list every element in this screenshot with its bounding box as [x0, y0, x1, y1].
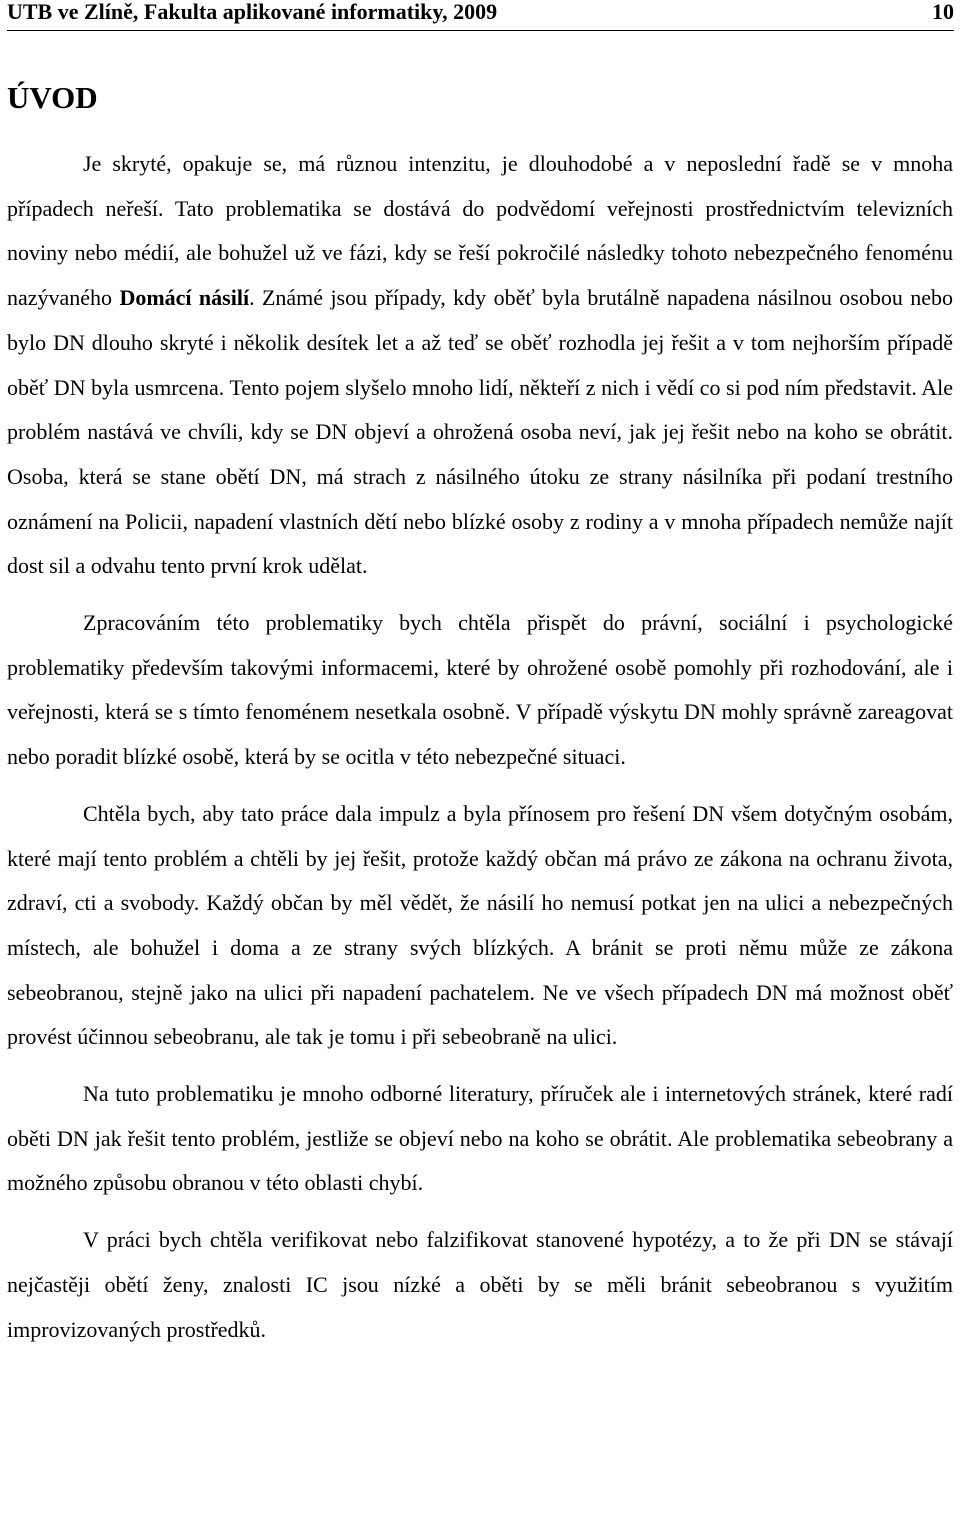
- key-term: Domácí násilí: [119, 285, 250, 311]
- page-number: 10: [932, 0, 954, 24]
- header-title: UTB ve Zlíně, Fakulta aplikované informatiky, 2009: [7, 0, 498, 24]
- body-text: [7, 142, 953, 1352]
- paragraph-1-text-before-term: Je skryté, opakuje se, má různou intenzitu, je dlouhodobé a v neposlední řadě se v mnoha případech neřeší. Tato problematika se dostává do podvědomí veřejnosti prostřednictvím televizních noviny nebo médií, ale bohužel už ve fázi, kdy se řeší pokročilé následky tohoto nebezpečného fenoménu nazývaného: [7, 151, 953, 311]
- chapter-title: ÚVOD: [7, 80, 98, 115]
- paragraph-4: Na tuto problematiku je mnoho odborné literatury, příruček ale i internetových stránek, které radí oběti DN jak řešit tento problém, jestliže se objeví nebo na koho se obrátit. Ale problematika sebeobrany a možného způsobu obranou v této oblasti chybí.: [7, 1081, 953, 1196]
- paragraph-3: Chtěla bych, aby tato práce dala impulz a byla přínosem pro řešení DN všem dotyčným osobám, které mají tento problém a chtěli by jej řešit, protože každý občan má právo ze zákona na ochranu života, zdraví, cti a svobody. Každý občan by měl vědět, že násilí ho nemusí potkat jen na ulici a nebezpečných místech, ale bohužel i doma a ze strany svých blízkých. A bránit se proti němu může ze zákona sebeobranou, stejně jako na ulici při napadení pachatelem. Ne ve všech případech DN má možnost oběť provést účinnou sebeobranu, ale tak je tomu i při sebeobraně na ulici.: [7, 800, 953, 1050]
- paragraph-5: V práci bych chtěla verifikovat nebo falzifikovat stanovené hypotézy, a to že při DN se stávají nejčastěji obětí ženy, znalosti IC jsou nízké a oběti by se měli bránit sebeobranou s využitím improvizovaných prostředků.: [7, 1227, 953, 1342]
- paragraph-1: [7, 142, 953, 589]
- paragraph-1-text-after-term: . Známé jsou případy, kdy oběť byla brutálně napadena násilnou osobou nebo bylo DN dlouho skryté i několik desítek let a až teď se oběť rozhodla jej řešit a v tom nejhorším případě oběť DN byla usmrcena. Tento pojem slyšelo mnoho lidí, někteří z nich i vědí co si pod ním představit. Ale problém nastává ve chvíli, kdy se DN objeví a ohrožená osoba neví, jak jej řešit nebo na koho se obrátit. Osoba, která se stane obětí DN, má strach z násilného útoku ze strany násilníka při podaní trestního oznámení na Policii, napadení vlastních dětí nebo blízké osoby z rodiny a v mnoha případech nemůže najít dost sil a odvahu tento první krok udělat.: [7, 285, 953, 579]
- running-header: [7, 0, 954, 31]
- paragraph-2: Zpracováním této problematiky bych chtěla přispět do právní, sociální i psychologické problematiky především takovými informacemi, které by ohrožené osobě pomohly při rozhodování, ale i veřejnosti, která se s tímto fenoménem nesetkala osobně. V případě výskytu DN mohly správně zareagovat nebo poradit blízké osobě, která by se ocitla v této nebezpečné situaci.: [7, 610, 953, 770]
